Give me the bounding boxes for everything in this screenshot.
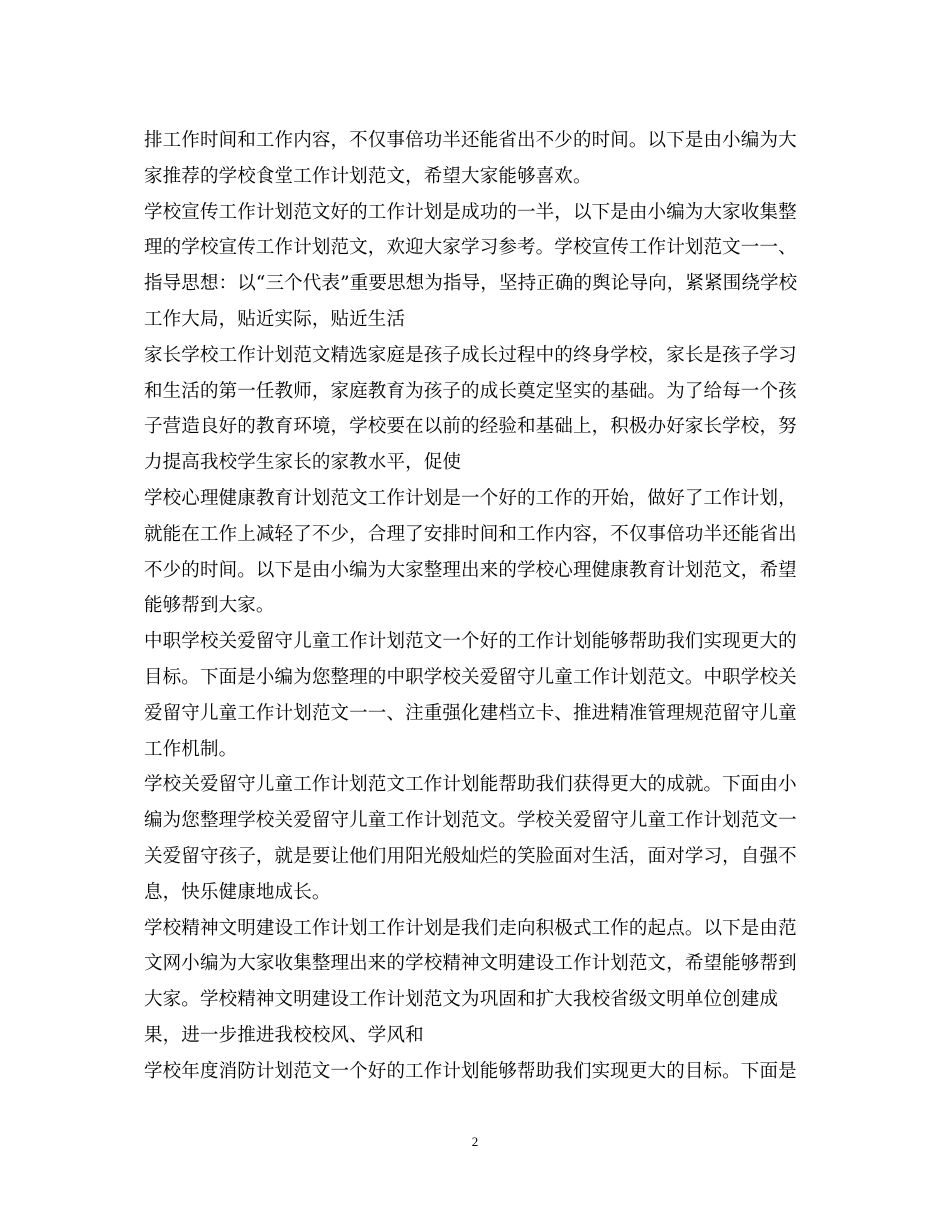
- text-line: 排工作时间和工作内容，不仅事倍功半还能省出不少的时间。以下是由小编为大: [144, 130, 797, 151]
- text-line: 息，快乐健康地成长。: [144, 881, 331, 903]
- text-line: 文网小编为大家收集整理出来的学校精神文明建设工作计划范文，希望能够帮到: [144, 953, 797, 975]
- text-line: 力提高我校学生家长的家教水平，促使: [144, 452, 462, 474]
- text-line: 就能在工作上减轻了不少，合理了安排时间和工作内容，不仅事倍功半还能省出: [144, 523, 797, 545]
- text-line: 工作大局，贴近实际，贴近生活: [144, 308, 406, 330]
- text-line: 和生活的第一任教师，家庭教育为孩子的成长奠定坚实的基础。为了给每一个孩: [144, 380, 797, 402]
- text-line: 学校年度消防计划范文一个好的工作计划能够帮助我们实现更大的目标。下面是: [144, 1060, 797, 1082]
- text-line: 子营造良好的教育环境，学校要在以前的经验和基础上，积极办好家长学校，努: [144, 416, 797, 438]
- text-line: 家推荐的学校食堂工作计划范文，希望大家能够喜欢。: [144, 165, 592, 187]
- text-line: 学校精神文明建设工作计划工作计划是我们走向积极式工作的起点。以下是由范: [144, 917, 797, 939]
- text-line: 不少的时间。以下是由小编为大家整理出来的学校心理健康教育计划范文，希望: [144, 559, 797, 581]
- page-number: 2: [471, 1134, 479, 1149]
- text-line: 能够帮到大家。: [144, 595, 275, 617]
- body-text: [144, 123, 804, 1090]
- text-line: 大家。学校精神文明建设工作计划范文为巩固和扩大我校省级文明单位创建成: [144, 989, 779, 1011]
- text-line: 关爱留守孩子，就是要让他们用阳光般灿烂的笑脸面对生活，面对学习，自强不: [144, 845, 797, 867]
- text-line: 理的学校宣传工作计划范文，欢迎大家学习参考。学校宣传工作计划范文一一、: [144, 237, 797, 259]
- text-line: 工作机制。: [144, 738, 238, 760]
- text-line: 编为您整理学校关爱留守儿童工作计划范文。学校关爱留守儿童工作计划范文一: [144, 810, 797, 832]
- text-line: 果，进一步推进我校校风、学风和: [144, 1024, 424, 1046]
- text-line: 中职学校关爱留守儿童工作计划范文一个好的工作计划能够帮助我们实现更大的: [144, 631, 797, 653]
- text-line: 指导思想：以“三个代表”重要思想为指导，坚持正确的舆论导向，紧紧围绕学校: [144, 273, 798, 295]
- text-line: 学校宣传工作计划范文好的工作计划是成功的一半，以下是由小编为大家收集整: [144, 201, 797, 223]
- text-line: 家长学校工作计划范文精选家庭是孩子成长过程中的终身学校，家长是孩子学习: [144, 344, 797, 366]
- text-line: 学校心理健康教育计划范文工作计划是一个好的工作的开始，做好了工作计划，: [144, 487, 797, 509]
- text-line: 爱留守儿童工作计划范文一一、注重强化建档立卡、推进精准管理规范留守儿童: [144, 702, 797, 724]
- text-line: 学校关爱留守儿童工作计划范文工作计划能帮助我们获得更大的成就。下面由小: [144, 774, 797, 796]
- text-line: 目标。下面是小编为您整理的中职学校关爱留守儿童工作计划范文。中职学校关: [144, 666, 797, 688]
